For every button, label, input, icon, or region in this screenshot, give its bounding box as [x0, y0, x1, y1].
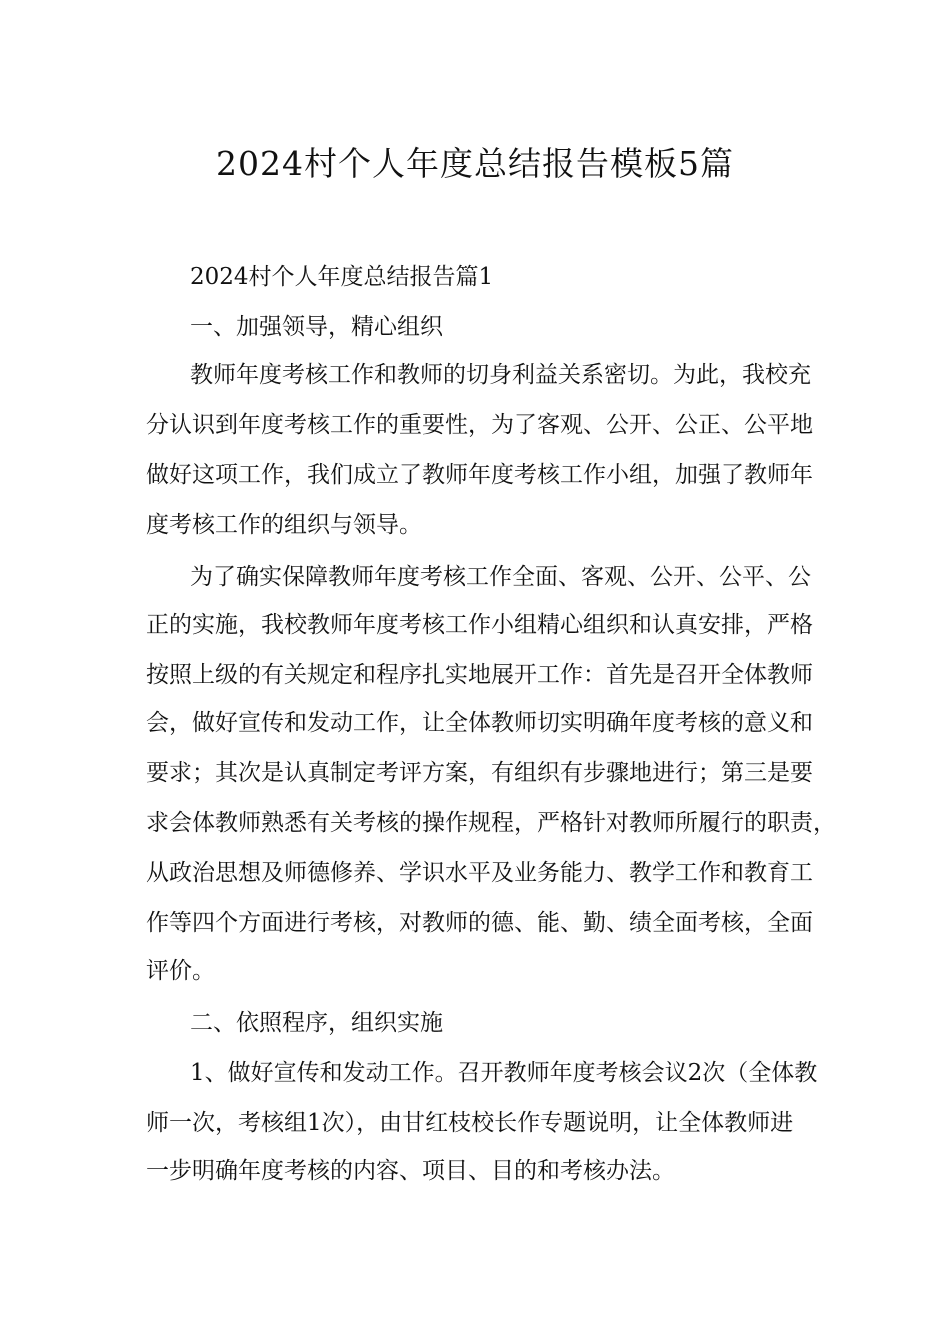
- paragraph-line: 一步明确年度考核的内容、项目、目的和考核办法。: [146, 1158, 675, 1184]
- section-heading-1: 一、加强领导，精心组织: [190, 314, 443, 340]
- paragraph-line: 做好这项工作，我们成立了教师年度考核工作小组，加强了教师年: [146, 462, 813, 488]
- paragraph-line: 教师年度考核工作和教师的切身利益关系密切。为此，我校充: [190, 362, 811, 388]
- paragraph-line: 求会体教师熟悉有关考核的操作规程，严格针对教师所履行的职责，: [146, 810, 836, 836]
- paragraph-line: 度考核工作的组织与领导。: [146, 512, 422, 538]
- paragraph-line: 按照上级的有关规定和程序扎实地展开工作：首先是召开全体教师: [146, 662, 813, 688]
- paragraph-line: 1、做好宣传和发动工作。召开教师年度考核会议2次（全体教: [190, 1060, 818, 1086]
- paragraph-line: 作等四个方面进行考核，对教师的德、能、勤、绩全面考核，全面: [146, 910, 813, 936]
- paragraph-line: 会，做好宣传和发动工作，让全体教师切实明确年度考核的意义和: [146, 710, 813, 736]
- paragraph-line: 分认识到年度考核工作的重要性，为了客观、公开、公正、公平地: [146, 412, 813, 438]
- section-heading-2: 二、依照程序，组织实施: [190, 1010, 443, 1036]
- paragraph-line: 要求；其次是认真制定考评方案，有组织有步骤地进行；第三是要: [146, 760, 813, 786]
- paragraph-line: 师一次，考核组1次），由甘红枝校长作专题说明，让全体教师进: [146, 1110, 794, 1136]
- article-heading: 2024村个人年度总结报告篇1: [190, 264, 494, 290]
- paragraph-line: 从政治思想及师德修养、学识水平及业务能力、教学工作和教育工: [146, 860, 813, 886]
- paragraph-line: 为了确实保障教师年度考核工作全面、客观、公开、公平、公: [190, 564, 811, 590]
- paragraph-line: 评价。: [146, 958, 215, 984]
- paragraph-line: 正的实施，我校教师年度考核工作小组精心组织和认真安排，严格: [146, 612, 813, 638]
- document-title: 2024村个人年度总结报告模板5篇: [216, 144, 734, 183]
